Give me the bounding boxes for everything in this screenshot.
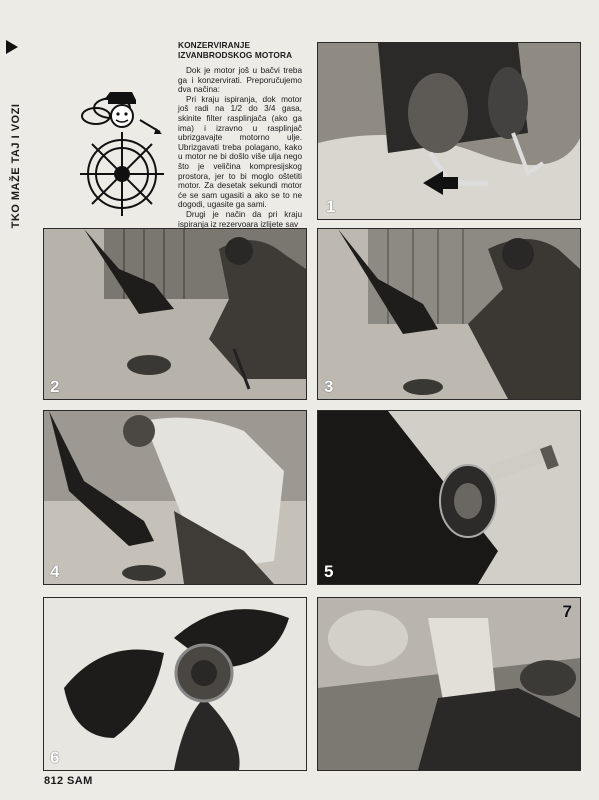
photo-number: 7	[562, 602, 572, 621]
photo-5	[317, 410, 581, 585]
section-tab	[4, 40, 26, 360]
photo-2	[43, 228, 307, 400]
photo-1	[317, 42, 581, 220]
photo-4	[43, 410, 307, 585]
photo-number: 5	[324, 562, 334, 581]
arrow-right-icon	[6, 40, 18, 54]
heading-line-2: IZVANBRODSKOG MOTORA	[178, 50, 293, 60]
photo-7	[317, 597, 581, 771]
article	[178, 40, 302, 229]
article-paragraph: Pri kraju ispiranja, dok motor još radi na 1/2 do 3/4 gasa, skinite filter rasplinjača (ako ga ima) i izravno u rasplinjač ubrizgavajte motorno ulje. Ubrizgavati treba polagano, kako u motor ne bi došlo više ulja nego što je veličina kompresijskog prostora, jer to bi moglo oštetiti motor. Za desetak sekundi motor će se sam ugasiti a ako se to ne dogodi, ugasite ga sami.	[178, 94, 302, 210]
page-number: 812 SAM	[44, 775, 93, 787]
section-title: TKO MAŽE TAJ I VOZI	[10, 103, 22, 229]
bee-captain-illustration	[70, 86, 180, 216]
photo-number: 2	[50, 377, 60, 396]
article-paragraph: Dok je motor još u bačvi treba ga i konzervirati. Preporučujemo dva načina:	[178, 66, 302, 95]
photo-number: 1	[326, 197, 336, 216]
heading-line-1: KONZERVIRANJE	[178, 40, 251, 50]
photo-number: 6	[50, 748, 60, 767]
photo-number: 4	[50, 562, 60, 581]
article-paragraph: Drugi je način da pri kraju ispiranja iz rezervoara izlijete sav	[178, 209, 302, 229]
photo-6	[43, 597, 307, 771]
article-heading	[178, 40, 302, 60]
photo-3	[317, 228, 581, 400]
photo-number: 3	[324, 377, 334, 396]
